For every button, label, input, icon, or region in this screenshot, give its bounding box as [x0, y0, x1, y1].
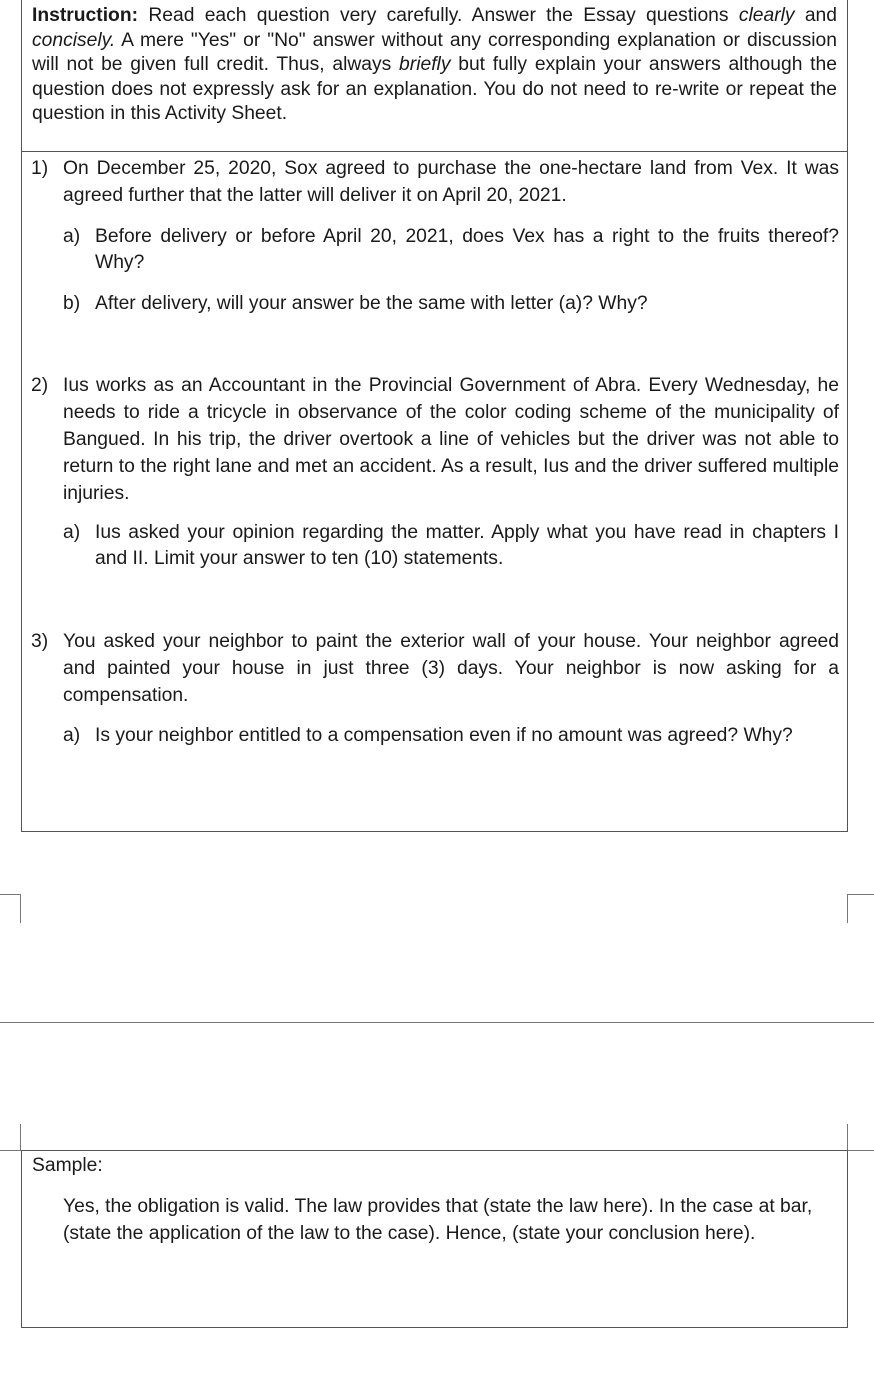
- question-text: On December 25, 2020, Sox agreed to purchase the one-hectare land from Vex. It was agreed further that the latter will deliver it on April 20, 2021.: [63, 158, 839, 206]
- question-number: 3): [31, 631, 49, 652]
- page-corner-mark-right-lower: [847, 1124, 874, 1151]
- question-text: You asked your neighbor to paint the exterior wall of your house. Your neighbor agreed and painted your house in just three (3) days. Your neighbor is now asking for a compensation.: [63, 631, 839, 706]
- question-text: Ius works as an Accountant in the Provincial Government of Abra. Every Wednesday, he needs to ride a tricycle in observance of the color coding scheme of the municipality of Bangued. In his trip, the driver overtook a line of vehicles but the driver was not able to return to the right lane and met an accident. As a result, Ius and the driver suffered multiple injuries.: [63, 375, 839, 504]
- question-1: [31, 155, 839, 209]
- question-1-sub-b: [63, 291, 839, 317]
- instruction-label: Instruction:: [32, 5, 139, 26]
- page-break-divider: [0, 1022, 874, 1023]
- question-1-sub-a: [63, 224, 839, 275]
- sub-question-text: After delivery, will your answer be the same with letter (a)? Why?: [95, 293, 648, 314]
- sub-question-text: Ius asked your opinion regarding the matter. Apply what you have read in chapters I and II. Limit your answer to ten (10) statements.: [95, 522, 839, 569]
- sub-question-text: Is your neighbor entitled to a compensation even if no amount was agreed? Why?: [95, 725, 793, 746]
- page-corner-mark-right: [847, 894, 874, 923]
- question-3-sub-a: [63, 723, 839, 749]
- question-3: [31, 628, 839, 709]
- sub-question-number: a): [63, 725, 81, 746]
- sample-box: [21, 1150, 848, 1328]
- instruction-text-part1: Read each question very carefully. Answer the Essay questions: [138, 5, 739, 26]
- sub-question-number: b): [63, 293, 81, 314]
- question-number: 1): [31, 158, 49, 179]
- sub-question-number: a): [63, 522, 81, 543]
- question-number: 2): [31, 375, 49, 396]
- questions-box: [21, 152, 848, 832]
- question-2-sub-a: [63, 520, 839, 571]
- instruction-emphasis-concisely: concisely.: [32, 29, 116, 51]
- instruction-text-part4: but fully explain your answers although the question does not expressly ask for an explanation. You do not need to re-write or repeat the question in this Activity Sheet.: [32, 54, 837, 125]
- instruction-text-part3: A mere "Yes" or "No" answer without any corresponding explanation or discussion will not be given full credit. Thus, always: [32, 29, 837, 76]
- instruction-emphasis-briefly: briefly: [399, 54, 451, 76]
- instruction-box: [21, 0, 848, 152]
- page-corner-mark-left-lower: [0, 1124, 21, 1151]
- sample-text: Yes, the obligation is valid. The law provides that (state the law here). In the case at bar, (state the application of the law to the case). Hence, (state your conclusion here).: [63, 1196, 813, 1244]
- sample-label: Sample:: [32, 1155, 103, 1176]
- sub-question-number: a): [63, 226, 81, 247]
- instruction-emphasis-clearly: clearly: [738, 5, 795, 26]
- question-2: [31, 372, 839, 507]
- page-corner-mark-left: [0, 894, 21, 923]
- sub-question-text: Before delivery or before April 20, 2021, does Vex has a right to the fruits thereof? Why?: [95, 226, 839, 273]
- instruction-text-part2: and: [794, 5, 837, 26]
